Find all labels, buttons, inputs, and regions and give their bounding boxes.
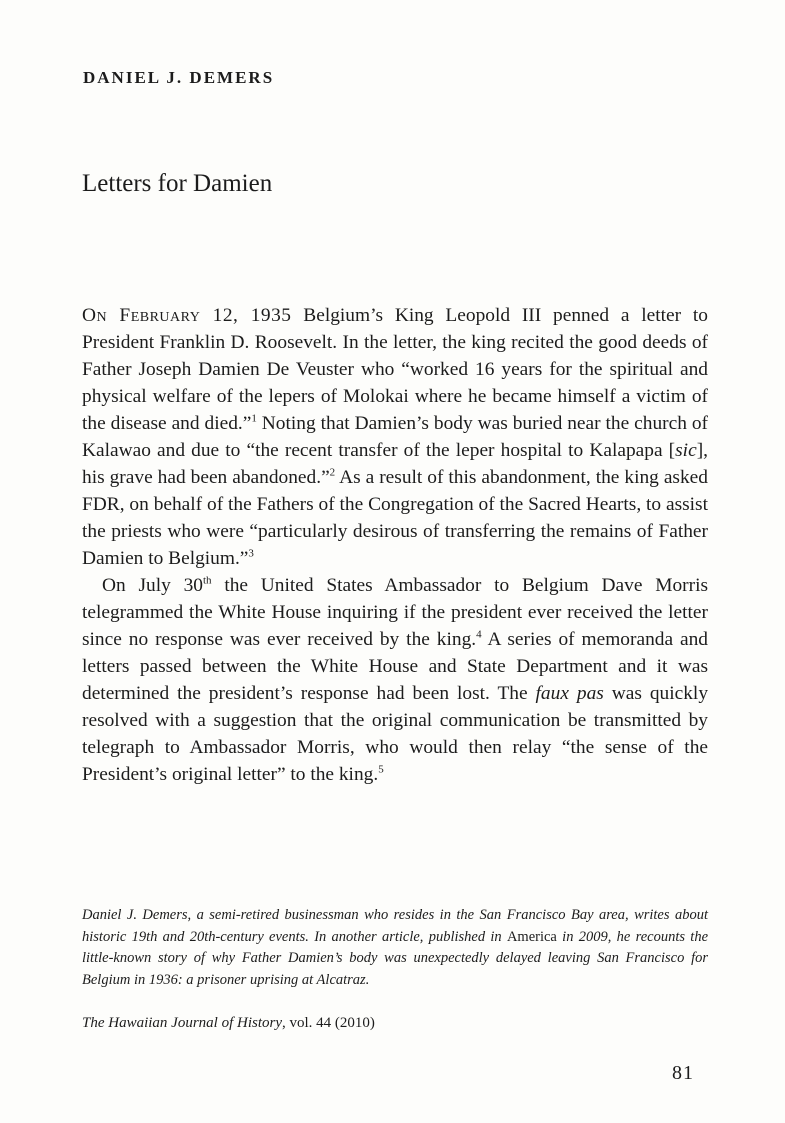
bio-text-1: Daniel J. Demers, a semi-retired businessman who resides in the San Francisco Bay area, writes about historic 19th and 20th-century events. In another article, published in: [82, 907, 708, 945]
p1-text-4: As a result of this abandonment, the king asked FDR, on behalf of the Fathers of the Congregation of the Sacred Hearts, to assist the priests who were “particularly desirous of transferring the remains of Father Damien to Belgium.”: [82, 467, 708, 569]
bio-publication-name: America: [506, 928, 557, 945]
p1-text-2: Noting that Damien’s body was buried near the church of Kalawao and due to “the recent transfer of the leper hospital to Kalapapa [: [82, 413, 709, 461]
footnote-ref-4: 4: [476, 628, 482, 641]
paragraph-2: [82, 572, 708, 788]
author-bio: [82, 905, 708, 991]
footnote-ref-3: 3: [248, 547, 254, 560]
journal-citation: [82, 1015, 375, 1032]
author-name: DANIEL J. DEMERS: [83, 68, 275, 87]
p1-text-1: Belgium’s King Leopold III penned a letter to President Franklin D. Roosevelt. In the letter, the king recited the good deeds of Father Joseph Damien De Veuster who “worked 16 years for the spiritual and physical welfare of the lepers of Molokai where he became himself a victim of the disease and died.”: [82, 305, 708, 434]
paragraph-1: [82, 302, 708, 572]
ordinal-suffix: th: [202, 574, 212, 587]
footnote-ref-1: 1: [251, 412, 257, 425]
opening-small-caps: On February 12, 1935: [82, 305, 292, 326]
footnote-ref-5: 5: [378, 763, 384, 776]
sic-italic: sic: [675, 440, 697, 461]
article-body: [82, 302, 708, 788]
bio-text-2: in 2009, he recounts the little-known story of why Father Damien’s body was unexpectedly delayed leaving San Francisco for Belgium in 1936: a prisoner uprising at Alcatraz.: [82, 928, 708, 988]
page-number: 81: [672, 1062, 694, 1084]
article-title: Letters for Damien: [82, 170, 273, 197]
p2-text-3: A series of memoranda and letters passed between the White House and State Department and it was determined the president’s response had been lost. The: [82, 629, 708, 704]
journal-volume: , vol. 44 (2010): [282, 1015, 375, 1031]
faux-pas-italic: faux pas: [535, 683, 604, 704]
p2-text-2: the United States Ambassador to Belgium Dave Morris telegrammed the White House inquiring if the president ever received the letter since no response was ever received by the king.: [82, 575, 709, 650]
p2-text-4: was quickly resolved with a suggestion that the original communication be transmitted by telegraph to Ambassador Morris, who would then relay “the sense of the President’s original letter” to the king.: [82, 683, 709, 785]
p2-text-1: On July 30: [102, 575, 203, 596]
journal-title: The Hawaiian Journal of History: [82, 1015, 283, 1031]
p1-text-3: ], his grave had been abandoned.”: [82, 440, 708, 488]
footnote-ref-2: 2: [329, 466, 336, 479]
